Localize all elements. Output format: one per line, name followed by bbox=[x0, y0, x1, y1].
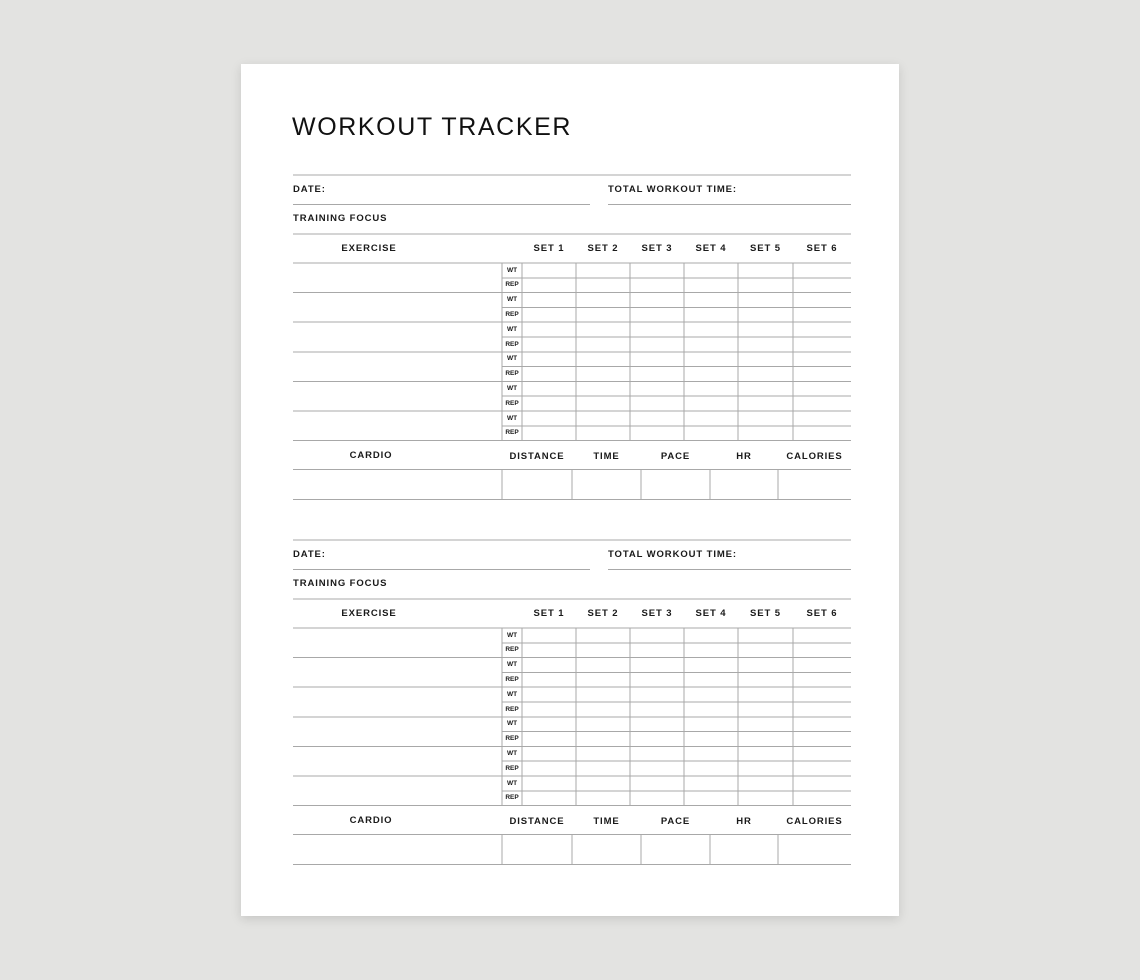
cardio-col-header: DISTANCE bbox=[509, 815, 565, 827]
workout-section bbox=[293, 175, 851, 500]
set-header: SET 3 bbox=[641, 608, 673, 619]
set-header: SET 5 bbox=[750, 243, 781, 254]
total-workout-time-label: TOTAL WORKOUT TIME: bbox=[608, 184, 737, 195]
wt-label: WT bbox=[506, 631, 518, 639]
exercise-header: EXERCISE bbox=[341, 243, 397, 254]
rep-label: REP bbox=[505, 764, 519, 772]
rep-label: REP bbox=[505, 281, 519, 289]
rep-label: REP bbox=[505, 399, 519, 407]
set-header: SET 4 bbox=[695, 608, 727, 619]
wt-label: WT bbox=[506, 690, 518, 698]
total-workout-time-label: TOTAL WORKOUT TIME: bbox=[608, 549, 737, 560]
workout-section bbox=[293, 540, 851, 865]
rep-label: REP bbox=[505, 340, 519, 348]
set-header: SET 6 bbox=[806, 608, 838, 619]
rep-label: REP bbox=[505, 646, 519, 654]
cardio-col-header: CALORIES bbox=[786, 450, 843, 462]
wt-label: WT bbox=[506, 296, 518, 304]
set-header: SET 6 bbox=[806, 243, 838, 254]
rep-label: REP bbox=[505, 429, 519, 437]
date-label: DATE: bbox=[293, 549, 326, 560]
cardio-col-header: CALORIES bbox=[786, 815, 843, 827]
rep-label: REP bbox=[505, 705, 519, 713]
page-title: WORKOUT TRACKER bbox=[292, 113, 573, 141]
exercise-header: EXERCISE bbox=[341, 608, 397, 619]
set-header: SET 3 bbox=[641, 243, 673, 254]
training-focus-label: TRAINING FOCUS bbox=[293, 213, 388, 224]
training-focus-label: TRAINING FOCUS bbox=[293, 578, 388, 589]
rep-label: REP bbox=[505, 794, 519, 802]
wt-label: WT bbox=[506, 749, 518, 757]
cardio-col-header: HR bbox=[736, 450, 752, 462]
wt-label: WT bbox=[506, 355, 518, 363]
wt-label: WT bbox=[506, 779, 518, 787]
wt-label: WT bbox=[506, 325, 518, 333]
set-header: SET 1 bbox=[533, 243, 565, 254]
cardio-col-header: DISTANCE bbox=[509, 450, 565, 462]
wt-label: WT bbox=[506, 266, 518, 274]
cardio-col-header: HR bbox=[736, 815, 752, 827]
set-header: SET 4 bbox=[695, 243, 727, 254]
set-header: SET 1 bbox=[533, 608, 565, 619]
cardio-col-header: PACE bbox=[660, 815, 691, 827]
rep-label: REP bbox=[505, 735, 519, 743]
rep-label: REP bbox=[505, 310, 519, 318]
set-header: SET 2 bbox=[587, 243, 619, 254]
cardio-col-header: TIME bbox=[593, 815, 620, 827]
rep-label: REP bbox=[505, 675, 519, 683]
date-label: DATE: bbox=[293, 184, 326, 195]
set-header: SET 5 bbox=[750, 608, 781, 619]
rep-label: REP bbox=[505, 370, 519, 378]
cardio-header: CARDIO bbox=[349, 814, 393, 826]
cardio-col-header: PACE bbox=[660, 450, 691, 462]
cardio-col-header: TIME bbox=[593, 450, 620, 462]
tracker-page bbox=[241, 64, 899, 916]
wt-label: WT bbox=[506, 414, 518, 422]
wt-label: WT bbox=[506, 384, 518, 392]
wt-label: WT bbox=[506, 661, 518, 669]
set-header: SET 2 bbox=[587, 608, 619, 619]
wt-label: WT bbox=[506, 720, 518, 728]
cardio-header: CARDIO bbox=[349, 449, 393, 461]
